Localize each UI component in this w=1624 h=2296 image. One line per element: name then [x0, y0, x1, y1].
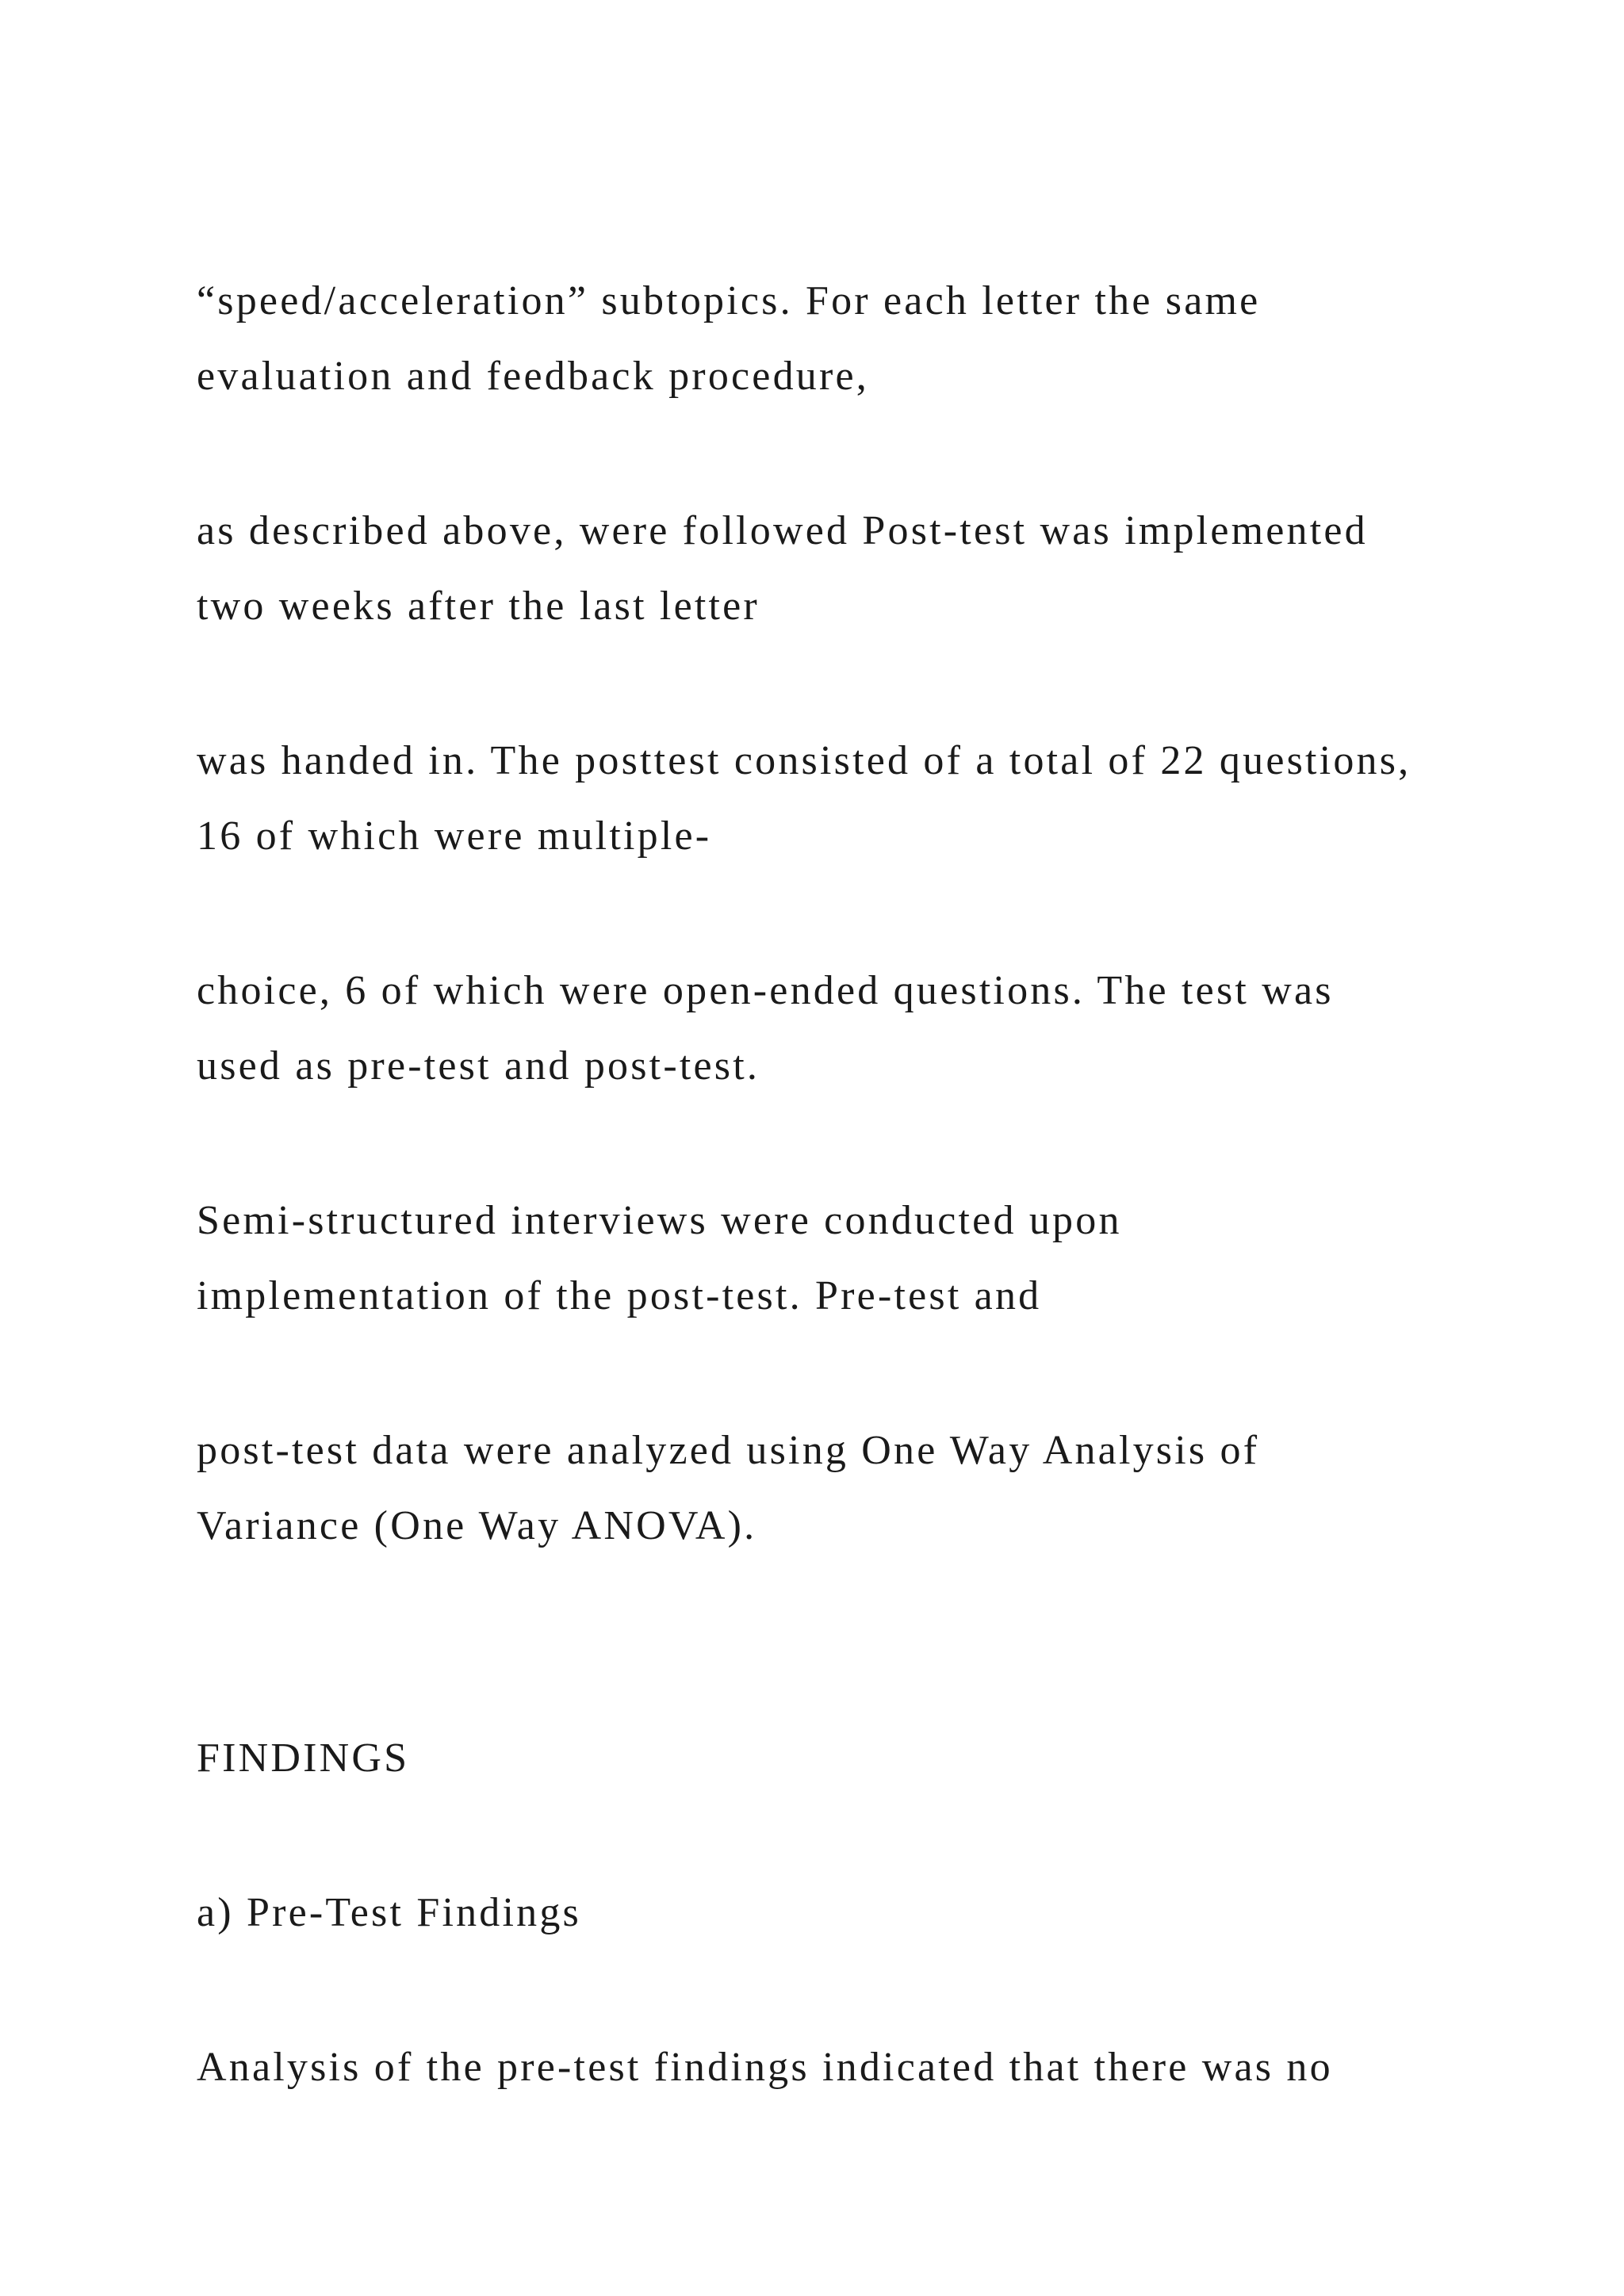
paragraph-6-line-2: Variance (One Way ANOVA). [197, 1503, 757, 1548]
paragraph-3-line-1: was handed in. The posttest consisted of a total of 22 questions, [197, 738, 1411, 783]
paragraph-5-line-2: implementation of the post-test. Pre-test and [197, 1273, 1042, 1318]
paragraph-6-line-1: post-test data were analyzed using One Way Analysis of [197, 1428, 1260, 1473]
final-paragraph-line-1: Analysis of the pre-test findings indicated that there was no [197, 2045, 1333, 2090]
subsection-heading: a) Pre-Test Findings [197, 1890, 581, 1935]
paragraph-4-line-2: used as pre-test and post-test. [197, 1043, 760, 1089]
paragraph-1-line-2: evaluation and feedback procedure, [197, 354, 869, 399]
paragraph-2-line-2: two weeks after the last letter [197, 584, 760, 629]
paragraph-3-line-2: 16 of which were multiple- [197, 813, 712, 859]
section-heading: FINDINGS [197, 1735, 410, 1781]
paragraph-4-line-1: choice, 6 of which were open-ended questions. The test was [197, 968, 1334, 1013]
paragraph-5-line-1: Semi-structured interviews were conducted upon [197, 1198, 1122, 1243]
paragraph-1-line-1: “speed/acceleration” subtopics. For each letter the same [197, 278, 1261, 323]
paragraph-2-line-1: as described above, were followed Post-test was implemented [197, 508, 1368, 553]
